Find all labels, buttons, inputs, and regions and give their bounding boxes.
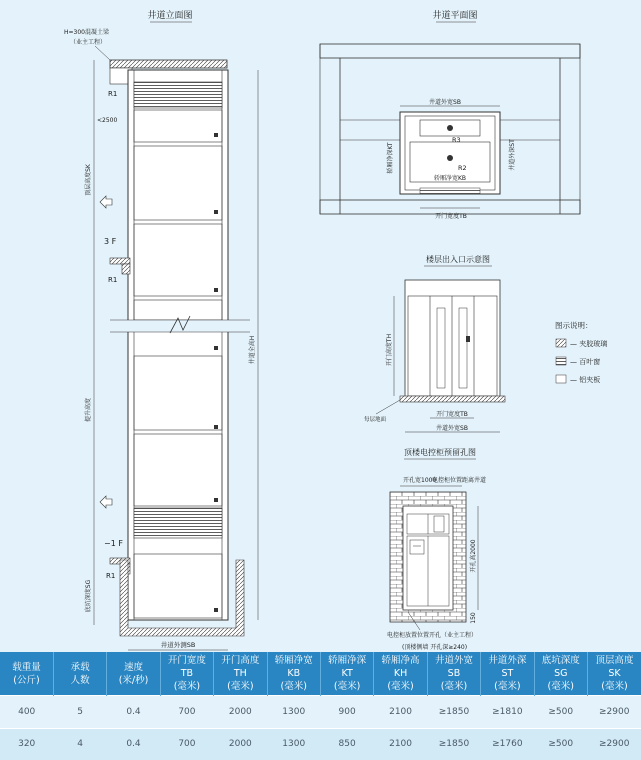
column-header-line: (毫米) — [333, 681, 361, 692]
column-header-line: 速度 — [124, 661, 144, 673]
plan-title: 井道平面图 — [432, 11, 478, 21]
floor-minus1-label: −1 F — [104, 539, 123, 548]
column-header-line: 顶层高度 SK — [595, 655, 634, 679]
r1-label-minus1: R1 — [106, 572, 116, 580]
table-cell: ≥1760 — [481, 728, 534, 760]
r1-label: R1 — [108, 90, 118, 98]
column-header-line: (毫米) — [547, 681, 574, 692]
table-cell: 2100 — [374, 696, 427, 729]
column-header-line: (公斤) — [13, 674, 40, 686]
elevation-title: 井道立面图 — [147, 11, 193, 21]
legend-item: — 夹胶玻璃 — [570, 340, 608, 348]
shaft-elevation — [64, 9, 258, 650]
laminated-glass-swatch — [556, 339, 566, 347]
note-bottom-2: (顶楼侧墙 开孔深≥240) — [402, 644, 468, 651]
spec-table — [0, 652, 641, 760]
column-header-line: (毫米) — [227, 681, 254, 692]
door-width-label: 开门宽度TB — [435, 213, 467, 220]
hole-width-label: 开孔宽1000 — [403, 477, 437, 484]
legend-title: 图示说明： — [555, 321, 593, 330]
column-header — [267, 652, 320, 696]
aluminium-panel-swatch — [556, 375, 566, 383]
column-header — [374, 652, 427, 696]
column-header-line: 轿厢净宽 KB — [274, 655, 313, 679]
table-cell: 2000 — [214, 728, 267, 760]
legend-item: — 铝夹板 — [570, 376, 601, 384]
r3-label: R3 — [452, 136, 461, 144]
table-cell: ≥2900 — [587, 696, 641, 729]
shaft-height-label: 井道全高H — [249, 335, 256, 365]
beam-owner-label: （业主工程） — [70, 39, 107, 46]
control-cabinet-diagram — [387, 447, 486, 651]
column-header — [160, 652, 213, 696]
car-depth-label: 轿厢净深KT — [387, 142, 394, 174]
table-cell: ≥1850 — [427, 696, 480, 729]
table-cell: 900 — [320, 696, 373, 729]
column-header-line: 开门高度 TH — [221, 655, 260, 679]
column-header-line: 井道外深 ST — [488, 655, 527, 679]
table-cell: 2100 — [374, 728, 427, 760]
louver-swatch — [556, 357, 566, 365]
table-cell: 1300 — [267, 696, 320, 729]
column-header-line: (毫米) — [494, 681, 521, 692]
column-header-line: (毫米) — [440, 681, 468, 692]
shaft-plan — [320, 9, 580, 220]
column-header-line: 底坑深度 SG — [541, 655, 580, 679]
column-header-line: (毫米) — [173, 681, 201, 692]
table-cell: 320 — [0, 728, 53, 760]
shaft-width-label-entrance: 井道外宽SB — [436, 425, 468, 432]
legend-item: — 百叶窗 — [570, 358, 601, 366]
column-header-line: (毫米) — [387, 681, 414, 692]
car-width-label: 轿厢净宽KB — [433, 175, 467, 182]
column-header-line: (毫米) — [601, 681, 628, 692]
table-cell: ≥500 — [534, 696, 587, 729]
table-cell: 700 — [160, 728, 213, 760]
table-cell: ≥1810 — [481, 696, 534, 729]
beam-label: H=300混凝土梁 — [64, 29, 109, 36]
column-header-line: 轿厢净深 KT — [328, 655, 367, 679]
top-height-label: 顶层高度SK — [85, 164, 92, 196]
spec-table-body — [0, 696, 641, 760]
table-cell: ≥1850 — [427, 728, 480, 760]
column-header-line: (米/秒) — [118, 674, 149, 686]
shaft-outer-width-label: 井道外宽SB — [429, 99, 461, 106]
column-header — [587, 652, 641, 696]
table-cell: 0.4 — [107, 728, 160, 760]
control-title: 顶楼电控柜预留孔图 — [404, 448, 476, 457]
floor-3-label: 3 F — [104, 237, 117, 246]
spec-table-header — [0, 652, 641, 696]
travel-label: 提升高度 — [85, 397, 92, 423]
table-cell: 4 — [53, 728, 106, 760]
table-row — [0, 696, 641, 729]
table-cell: 850 — [320, 728, 373, 760]
column-header — [214, 652, 267, 696]
hole-height-label: 开孔高2000 — [470, 539, 477, 573]
column-header — [481, 652, 534, 696]
table-cell: ≥500 — [534, 728, 587, 760]
table-row — [0, 728, 641, 760]
table-cell: 1300 — [267, 728, 320, 760]
shaft-outer-depth-label: 井道外深ST — [509, 139, 516, 171]
door-width-label-entrance: 开门宽度TB — [436, 411, 468, 418]
pit-depth-label: 底坑深度SG — [85, 579, 92, 613]
column-header-line: 井道外宽 SB — [434, 655, 473, 679]
floor-entrance-diagram — [364, 254, 505, 432]
table-cell: 400 — [0, 696, 53, 729]
table-cell: 700 — [160, 696, 213, 729]
column-header — [0, 652, 53, 696]
dim-150-label: 150 — [470, 612, 477, 624]
door-height-label: 开门高度TH — [386, 333, 393, 367]
floor-ground-label: 每层地面 — [364, 417, 387, 423]
column-header-line: 人数 — [70, 674, 90, 686]
column-header-line: (毫米) — [280, 681, 307, 692]
column-header-line: 承载 — [70, 661, 90, 673]
column-header-line: 轿厢净高 KH — [381, 655, 420, 679]
note-bottom-1: 电控柜放置位置开孔（业主工程） — [387, 632, 478, 639]
legend — [555, 320, 607, 384]
table-cell: ≥2900 — [587, 728, 641, 760]
note-top-label: 电控柜位置距离井道 — [432, 477, 487, 484]
table-cell: 5 — [53, 696, 106, 729]
entrance-title: 楼层出入口示意图 — [426, 255, 490, 264]
table-cell: 2000 — [214, 696, 267, 729]
column-header-line: 开门宽度 TB — [167, 655, 206, 679]
column-header-line: 载重量 — [12, 661, 41, 673]
r2-label: R2 — [458, 164, 467, 172]
width-label: 井道外测SB — [160, 641, 196, 649]
table-cell: 0.4 — [107, 696, 160, 729]
column-header — [534, 652, 587, 696]
column-header — [427, 652, 480, 696]
r1-label-3f: R1 — [108, 276, 118, 284]
column-header — [107, 652, 160, 696]
column-header — [53, 652, 106, 696]
dim-2500: <2500 — [97, 117, 118, 124]
column-header — [320, 652, 373, 696]
